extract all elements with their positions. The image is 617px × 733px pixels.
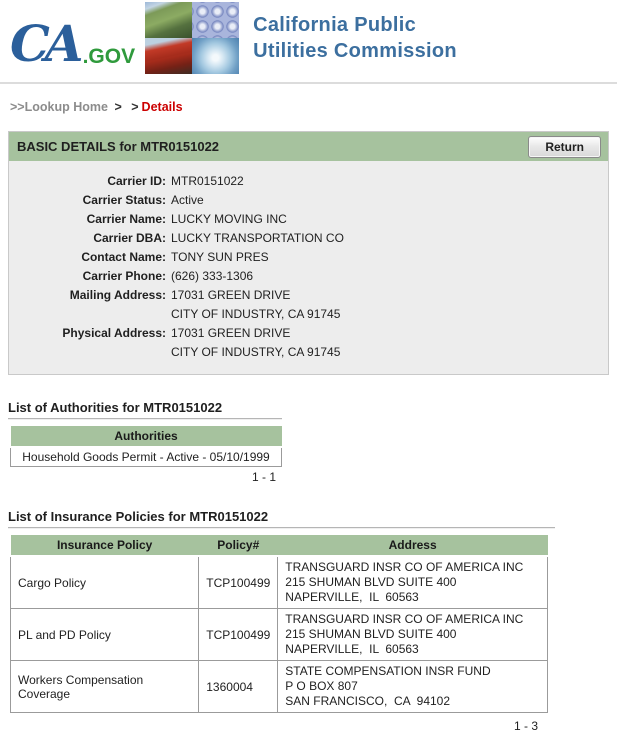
policy-name-cell: Cargo Policy <box>11 556 199 609</box>
water-drop-photo <box>192 38 239 74</box>
address-line: SAN FRANCISCO, CA 94102 <box>285 694 451 708</box>
field-value: Active <box>171 193 204 207</box>
address-line: NAPERVILLE, IL 60563 <box>285 642 419 656</box>
authority-cell: Household Goods Permit - Active - 05/10/1999 <box>11 447 282 467</box>
policy-address-cell <box>278 556 548 609</box>
return-button[interactable]: Return <box>528 136 601 158</box>
site-header <box>0 0 617 84</box>
field-label: Carrier ID: <box>107 174 166 188</box>
field-value: (626) 333-1306 <box>171 269 254 283</box>
field-value: TONY SUN PRES <box>171 250 269 264</box>
field-label: Carrier Phone: <box>82 269 166 283</box>
address-line: 215 SHUMAN BLVD SUITE 400 <box>285 627 457 641</box>
breadcrumb-prefix: >> <box>10 100 25 114</box>
address-line: P O BOX 807 <box>285 679 358 693</box>
insurance-table <box>10 535 548 713</box>
insurance-divider <box>8 527 555 529</box>
field-carrier-id <box>9 172 608 191</box>
address-line: NAPERVILLE, IL 60563 <box>285 590 419 604</box>
basic-details-title: BASIC DETAILS for MTR0151022 <box>17 139 220 154</box>
address-line: TRANSGUARD INSR CO OF AMERICA INC <box>285 560 524 574</box>
breadcrumb-separator: > <box>131 100 139 114</box>
policy-name-cell: PL and PD Policy <box>11 609 199 661</box>
field-value: MTR0151022 <box>171 174 244 188</box>
field-value <box>171 286 340 324</box>
policy-number-cell: 1360004 <box>199 661 278 713</box>
field-value <box>171 324 340 362</box>
policy-number-cell: TCP100499 <box>199 556 278 609</box>
field-label: Contact Name: <box>81 250 166 264</box>
ca-gov-logo <box>10 2 135 74</box>
insurance-column-header-policy: Insurance Policy <box>11 535 199 556</box>
address-line: 17031 GREEN DRIVE <box>171 326 291 340</box>
policy-name-cell: Workers Compensation Coverage <box>11 661 199 713</box>
policy-address-cell <box>278 661 548 713</box>
address-line: 215 SHUMAN BLVD SUITE 400 <box>285 575 457 589</box>
authorities-column-header: Authorities <box>11 426 282 447</box>
insurance-column-header-number: Policy# <box>199 535 278 556</box>
authorities-table <box>10 426 282 467</box>
address-line: STATE COMPENSATION INSR FUND <box>285 664 491 678</box>
field-value: LUCKY TRANSPORTATION CO <box>171 231 344 245</box>
basic-details-body <box>9 161 608 374</box>
field-carrier-name <box>9 210 608 229</box>
authorities-divider <box>8 418 282 420</box>
field-label: Carrier DBA: <box>93 231 166 245</box>
address-line: TRANSGUARD INSR CO OF AMERICA INC <box>285 612 524 626</box>
field-carrier-phone <box>9 267 608 286</box>
site-title-line2: Utilities Commission <box>253 40 457 62</box>
authorities-pagination: 1 - 1 <box>251 470 276 484</box>
table-row <box>11 447 282 467</box>
breadcrumb-separator: > <box>114 100 122 114</box>
field-label: Physical Address: <box>62 326 166 340</box>
solar-house-photo <box>145 2 192 38</box>
field-contact-name <box>9 248 608 267</box>
policy-address-cell <box>278 609 548 661</box>
field-label: Mailing Address: <box>69 288 166 302</box>
basic-details-panel <box>8 131 609 375</box>
field-value: LUCKY MOVING INC <box>171 212 287 226</box>
table-row <box>11 556 548 609</box>
breadcrumb <box>10 100 617 114</box>
field-physical-address <box>9 324 608 362</box>
site-title-line1: California Public <box>253 14 417 36</box>
address-line: CITY OF INDUSTRY, CA 91745 <box>171 307 341 321</box>
field-carrier-status <box>9 191 608 210</box>
insurance-column-header-address: Address <box>278 535 548 556</box>
insurance-pagination: 1 - 3 <box>513 719 538 733</box>
table-row <box>11 661 548 713</box>
header-photo-collage <box>145 2 239 74</box>
field-label: Carrier Name: <box>86 212 166 226</box>
table-row <box>11 609 548 661</box>
address-line: CITY OF INDUSTRY, CA 91745 <box>171 345 341 359</box>
insurance-section-heading: List of Insurance Policies for MTR0151022 <box>8 509 269 524</box>
field-label: Carrier Status: <box>82 193 166 207</box>
field-mailing-address <box>9 286 608 324</box>
policy-number-cell: TCP100499 <box>199 609 278 661</box>
authorities-section-heading: List of Authorities for MTR0151022 <box>8 400 223 415</box>
address-line: 17031 GREEN DRIVE <box>171 288 291 302</box>
red-train-photo <box>145 38 192 74</box>
ca-gov-logo-gov: .GOV <box>82 45 136 68</box>
breadcrumb-lookup-home-link[interactable]: Lookup Home <box>24 100 108 114</box>
field-carrier-dba <box>9 229 608 248</box>
basic-details-header-bar <box>9 132 608 161</box>
site-title <box>253 12 457 64</box>
breadcrumb-current-details: Details <box>141 100 183 114</box>
phone-keypad-photo <box>192 2 239 38</box>
ca-gov-logo-ca: CA <box>10 14 79 73</box>
